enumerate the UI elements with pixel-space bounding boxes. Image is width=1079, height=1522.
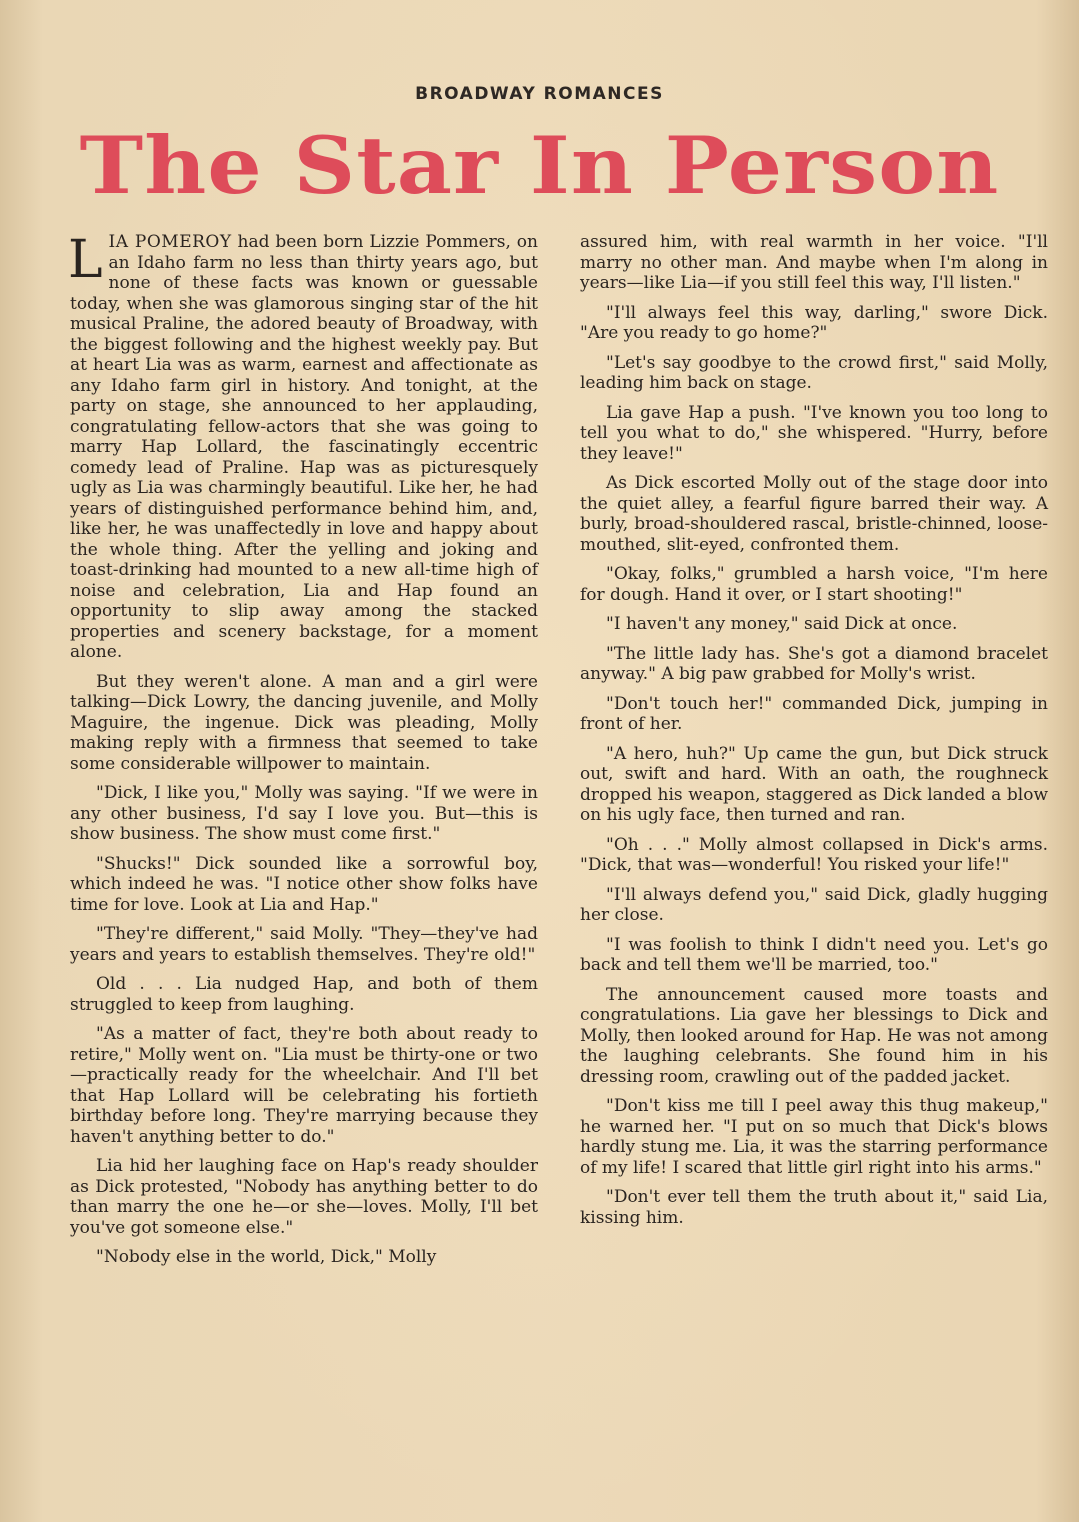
opening-text: had been born Lizzie Pommers, on an Idaho farm no less than thirty years ago, but none of these facts was known or guessable today, when she was glamorous singing star of the hit musical Praline, the adored beauty of Broadway, with the biggest following and the highest weekly pay. But at heart Lia was as warm, earnest and affectionate as any Idaho farm girl in history. And tonight, at the party on stage, she announced to her applauding, congratulating fellow-actors that she was going to marry Hap Lollard, the fascinatingly eccentric comedy lead of Praline. Hap was as picturesquely ugly as Lia was charmingly beautiful. Like her, he had years of distinguished performance behind him, and, like her, he was unaffectedly in love and happy about the whole thing. After the yelling and joking and toast-drinking had mounted to a new all-time high of noise and celebration, Lia and Hap found an opportunity to slip away among the stacked properties and scenery backstage, for a moment alone. [70,232,538,662]
paragraph: "Dick, I like you," Molly was saying. "If we were in any other business, I'd say I love you. But—this is show business. The show must come first." [70,783,538,844]
paragraph: "Don't kiss me till I peel away this thug makeup," he warned her. "I put on so much that Dick's blows hardly stung me. Lia, it was the starring performance of my life! I scared that little girl right into his arms." [580,1096,1048,1178]
running-header: BROADWAY ROMANCES [415,84,664,104]
paragraph: "A hero, huh?" Up came the gun, but Dick struck out, swift and hard. With an oath, the roughneck dropped his weapon, staggered as Dick landed a blow on his ugly face, then turned and ran. [580,743,1048,825]
paragraph: "I'll always defend you," said Dick, gladly hugging her close. [580,884,1048,925]
right-column [580,232,1048,1237]
paragraph: Lia hid her laughing face on Hap's ready shoulder as Dick protested, "Nobody has anything better to do than marry the one he—or she—loves. Molly, I'll bet you've got someone else." [70,1156,538,1238]
paragraph: "I haven't any money," said Dick at once. [606,614,958,634]
paragraph: "I'll always feel this way, darling," swore Dick. "Are you ready to go home?" [580,302,1048,343]
paragraph: "Let's say goodbye to the crowd first," said Molly, leading him back on stage. [580,352,1048,393]
paragraph: Lia gave Hap a push. "I've known you too long to tell you what to do," she whispered. "Hurry, before they leave!" [580,402,1048,464]
paragraph: "Nobody else in the world, Dick," Molly [96,1247,437,1267]
story-title: The Star In Person [79,119,1000,212]
paragraph: As Dick escorted Molly out of the stage door into the quiet alley, a fearful figure barred their way. A burly, broad-shouldered rascal, bristle-chinned, loose-mouthed, slit-eyed, confronted them. [580,473,1048,555]
paragraph: "Shucks!" Dick sounded like a sorrowful boy, which indeed he was. "I notice other show folks have time for love. Look at Lia and Hap." [70,853,538,915]
paragraph: "As a matter of fact, they're both about ready to retire," Molly went on. "Lia must be thirty-one or two—practically ready for the wheelchair. And I'll bet that Hap Lollard will be celebrating his fortieth birthday before long. They're marrying because they haven't anything better to do." [70,1024,538,1147]
paragraph: "I was foolish to think I didn't need you. Let's go back and tell them we'll be married, too." [580,934,1048,975]
paragraph: But they weren't alone. A man and a girl were talking—Dick Lowry, the dancing juvenile, and Molly Maguire, the ingenue. Dick was pleading, Molly making reply with a firmness that seemed to take some considerable willpower to maintain. [70,671,538,774]
paragraph: "Oh . . ." Molly almost collapsed in Dick's arms. "Dick, that was—wonderful! You risked your life!" [580,834,1048,875]
paragraph: The announcement caused more toasts and congratulations. Lia gave her blessings to Dick and Molly, then looked around for Hap. He was not among the laughing celebrants. She found him in his dressing room, crawling out of the padded jacket. [580,984,1048,1087]
paragraph: Old . . . Lia nudged Hap, and both of them struggled to keep from laughing. [70,974,538,1015]
drop-cap: L [68,230,103,290]
paragraph: "Don't ever tell them the truth about it," said Lia, kissing him. [580,1187,1048,1228]
opening-paragraph [70,232,538,663]
paragraph: "Don't touch her!" commanded Dick, jumping in front of her. [580,693,1048,734]
paragraph: "They're different," said Molly. "They—they've had years and years to establish themselves. They're old!" [70,924,538,965]
continued-paragraph: assured him, with real warmth in her voice. "I'll marry no other man. And maybe when I'm along in years—like Lia—if you still feel this way, I'll listen." [580,232,1048,293]
opening-words: IA POMEROY [108,232,232,252]
paragraph: "The little lady has. She's got a diamond bracelet anyway." A big paw grabbed for Molly's wrist. [580,643,1048,684]
paragraph: "Okay, folks," grumbled a harsh voice, "I'm here for dough. Hand it over, or I start shooting!" [580,564,1048,605]
left-column [70,232,538,1277]
